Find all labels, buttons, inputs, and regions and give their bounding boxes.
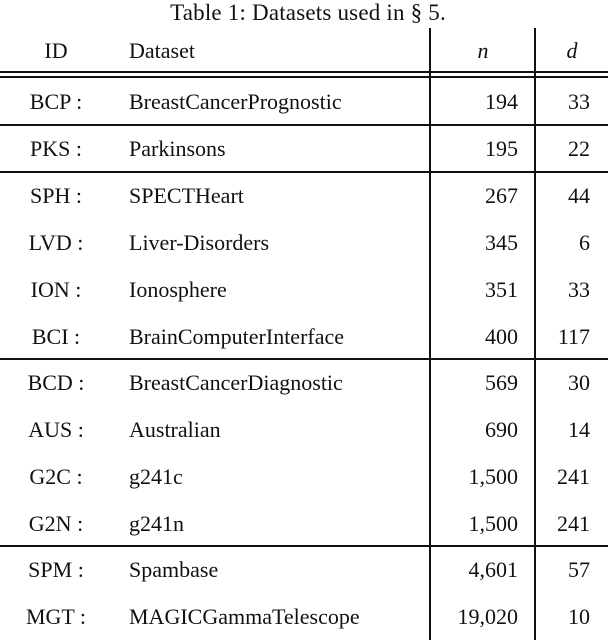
row-id: BCD : (27, 370, 85, 395)
header-d: d (566, 38, 578, 63)
table-caption: Table 1: Datasets used in § 5. (170, 0, 446, 25)
row-dataset: BreastCancerDiagnostic (129, 370, 343, 395)
row-id: PKS : (30, 136, 82, 161)
row-d: 57 (568, 557, 590, 582)
row-d: 33 (568, 89, 590, 114)
row-id: G2N : (28, 511, 84, 536)
table-row (0, 79, 608, 125)
table-row (0, 360, 608, 406)
table-row (0, 454, 608, 500)
table-row (0, 407, 608, 453)
header-dataset: Dataset (129, 38, 195, 63)
row-n: 400 (485, 324, 518, 349)
row-dataset: Australian (129, 417, 221, 442)
table-row (0, 314, 608, 360)
table-row (0, 594, 608, 640)
row-dataset: MAGICGammaTelescope (129, 604, 360, 629)
row-id: AUS : (28, 417, 84, 442)
row-n: 351 (485, 277, 518, 302)
row-d: 241 (557, 464, 590, 489)
table-row (0, 501, 608, 547)
row-id: BCI : (31, 324, 81, 349)
row-n: 690 (485, 417, 518, 442)
table-row (0, 547, 608, 593)
row-d: 30 (568, 370, 590, 395)
row-id: SPM : (28, 557, 84, 582)
row-n: 345 (485, 230, 518, 255)
row-id: BCP : (29, 89, 83, 114)
header-n: n (477, 38, 489, 63)
row-id: SPH : (30, 183, 82, 208)
table-row (0, 126, 608, 172)
row-d: 14 (568, 417, 590, 442)
table-row (0, 220, 608, 266)
row-d: 117 (557, 324, 590, 349)
table-row (0, 173, 608, 219)
row-n: 1,500 (468, 464, 518, 489)
row-d: 10 (568, 604, 590, 629)
row-n: 569 (485, 370, 518, 395)
row-id: MGT : (25, 604, 87, 629)
row-dataset: g241c (129, 464, 183, 489)
row-d: 22 (568, 136, 590, 161)
row-dataset: Parkinsons (129, 136, 226, 161)
row-id: LVD : (28, 230, 84, 255)
row-n: 194 (485, 89, 518, 114)
row-n: 4,601 (468, 557, 518, 582)
table-header-row (0, 28, 608, 74)
row-dataset: SPECTHeart (129, 183, 244, 208)
row-n: 267 (485, 183, 518, 208)
row-d: 33 (568, 277, 590, 302)
row-dataset: Spambase (129, 557, 219, 582)
row-d: 241 (557, 511, 590, 536)
row-n: 195 (485, 136, 518, 161)
row-n: 1,500 (468, 511, 518, 536)
header-rule-top (0, 71, 608, 73)
row-id: ION : (30, 277, 82, 302)
row-dataset: BreastCancerPrognostic (129, 89, 342, 114)
row-dataset: Ionosphere (129, 277, 227, 302)
row-dataset: g241n (129, 511, 184, 536)
row-d: 6 (579, 230, 590, 255)
datasets-table (0, 28, 608, 640)
row-id: G2C : (29, 464, 83, 489)
header-id: ID (44, 38, 68, 63)
row-d: 44 (568, 183, 590, 208)
row-dataset: BrainComputerInterface (129, 324, 345, 349)
row-n: 19,020 (457, 604, 518, 629)
table-row (0, 267, 608, 313)
header-rule-bottom (0, 76, 608, 78)
row-dataset: Liver-Disorders (129, 230, 270, 255)
